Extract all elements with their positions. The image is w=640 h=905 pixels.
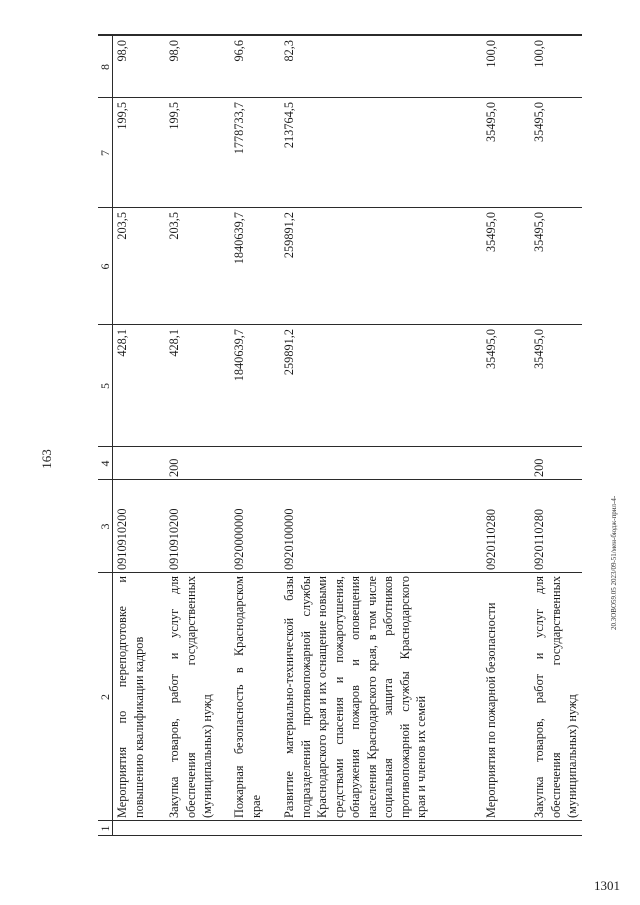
header-col-2: 2 [98,694,112,700]
document-stamp: 20.3ОВО59.05 2023/09-51/мен-бюдж-прил-4- [610,495,618,630]
column-line [98,820,582,821]
table-cell-percent: 96,6 [232,40,246,62]
table-cell-plan: 428,1 [167,329,181,357]
table-cell-actual: 35495,0 [484,102,498,142]
table-cell-refined: 1840639,7 [232,212,246,265]
header-col-5: 5 [98,383,112,389]
table-cell-plan: 428,1 [115,329,129,357]
table-cell-percent: 98,0 [115,40,129,62]
header-separator [112,36,113,836]
table-cell-description: Закупка товаров, работ и услуг для обеспечения государственных (муниципальных) нужд [532,576,579,818]
table-cell-description: Мероприятия по переподготовке и повышению квалификации кадров [115,576,146,818]
table-cell-percent: 82,3 [282,40,296,62]
table-cell-percent: 98,0 [167,40,181,62]
table-cell-plan: 1840639,7 [232,329,246,382]
table-cell-description: Мероприятия по пожарной безопасности [484,602,498,818]
table-cell-code: 0920000000 [232,508,246,570]
table-cell-actual: 213764,5 [282,102,296,149]
budget-table [98,36,582,836]
table-cell-code: 0910910200 [167,508,181,570]
table-cell-percent: 100,0 [484,40,498,68]
footer-number: 1301 [594,878,620,893]
table-cell-actual: 35495,0 [532,102,546,142]
table-cell-refined: 35495,0 [532,212,546,252]
table-cell-description: Развитие материально-технической базы подразделений противопожарной службы Краснодарского края и их оснащение новыми средствами спасения и пожаротушения, обнаружения пожаров и оповещения населения Краснодарского края, в том числе социальная защита работников противопожарной службы Краснодарского края и членов их семей [282,576,428,818]
table-cell-refined: 259891,2 [282,212,296,259]
table-cell-code: 0920110280 [532,508,546,570]
header-col-1: 1 [98,825,112,832]
table-cell-type: 200 [167,458,181,477]
table-cell-description: Пожарная безопасность в Краснодарском крае [232,576,263,818]
column-line [98,479,582,480]
header-col-8: 8 [98,64,112,70]
table-cell-actual: 199,5 [167,102,181,130]
table-cell-type: 200 [532,458,546,477]
table-cell-refined: 203,5 [167,212,181,240]
table-cell-actual: 199,5 [115,102,129,130]
table-cell-plan: 35495,0 [532,329,546,369]
header-col-7: 7 [98,150,112,156]
table-cell-code: 0920100000 [282,508,296,570]
table-cell-description: Закупка товаров, работ и услуг для обеспечения государственных (муниципальных) нужд [167,576,214,818]
table-cell-actual: 1778733,7 [232,102,246,155]
table-cell-refined: 35495,0 [484,212,498,252]
table-cell-code: 0910910200 [115,508,129,570]
page-number: 163 [39,449,54,469]
table-cell-code: 0920110280 [484,508,498,570]
table-cell-percent: 100,0 [532,40,546,68]
header-col-4: 4 [98,460,112,467]
table-cell-plan: 35495,0 [484,329,498,369]
table-cell-refined: 203,5 [115,212,129,240]
table-cell-plan: 259891,2 [282,329,296,376]
header-col-3: 3 [98,523,112,530]
column-line [98,572,582,573]
column-line [98,835,582,836]
header-col-6: 6 [98,263,112,270]
